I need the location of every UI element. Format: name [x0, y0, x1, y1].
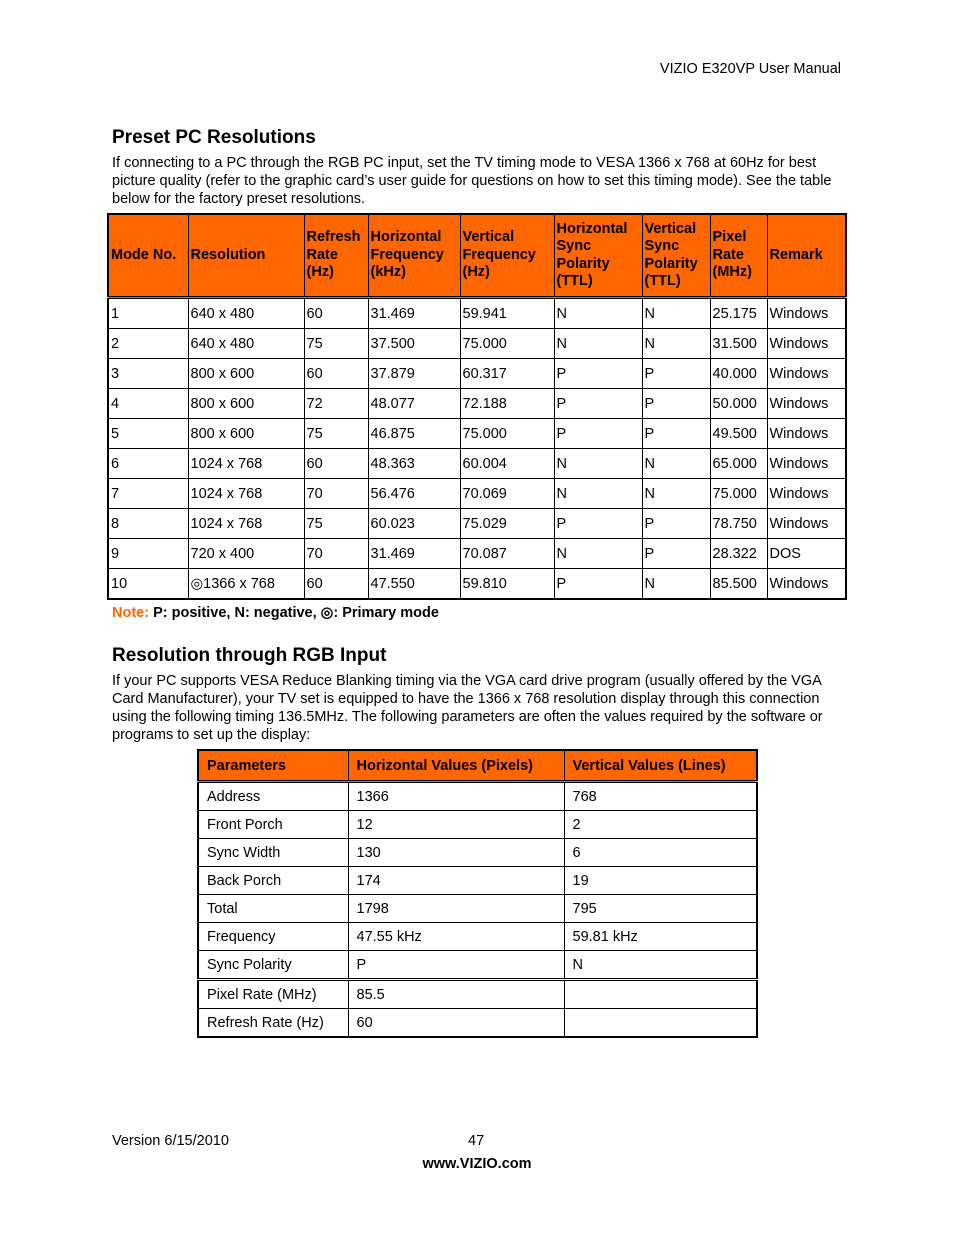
column-header: Horizontal Values (Pixels): [348, 750, 564, 782]
table-cell: 25.175: [710, 298, 767, 329]
table-row: [198, 1009, 757, 1038]
table-cell: 720 x 400: [188, 539, 304, 569]
table-cell: 800 x 600: [188, 419, 304, 449]
table-cell: P: [642, 419, 710, 449]
table-cell: 85.500: [710, 569, 767, 600]
table-cell: P: [642, 359, 710, 389]
table-row: [108, 329, 846, 359]
table-cell: 768: [564, 782, 757, 811]
table-cell: P: [554, 569, 642, 600]
table-cell: N: [554, 539, 642, 569]
column-header: Parameters: [198, 750, 348, 782]
table-cell: 85.5: [348, 980, 564, 1009]
preset-resolutions-table: [107, 213, 847, 600]
table-cell: 78.750: [710, 509, 767, 539]
footer-url: www.VIZIO.com: [422, 1156, 532, 1172]
table-cell: 2: [108, 329, 188, 359]
table-cell: 31.469: [368, 539, 460, 569]
table-cell: 60.023: [368, 509, 460, 539]
table-header-row: [198, 750, 757, 782]
table-cell: 48.077: [368, 389, 460, 419]
column-header: Mode No.: [108, 214, 188, 298]
table-cell: 1366: [348, 782, 564, 811]
table-cell: 174: [348, 867, 564, 895]
table-cell: [564, 980, 757, 1009]
table-cell: Frequency: [198, 923, 348, 951]
table-row: [108, 509, 846, 539]
table-row: [198, 980, 757, 1009]
table-cell: 75.000: [460, 329, 554, 359]
table-cell: 6: [108, 449, 188, 479]
table-cell: 1798: [348, 895, 564, 923]
table-cell: Address: [198, 782, 348, 811]
table-cell: 3: [108, 359, 188, 389]
table-row: [108, 419, 846, 449]
table-cell: [564, 1009, 757, 1038]
table-cell: 31.500: [710, 329, 767, 359]
table-cell: Sync Polarity: [198, 951, 348, 980]
table-cell: 6: [564, 839, 757, 867]
footer-page-number: 47: [468, 1133, 485, 1149]
table-cell: 75.000: [460, 419, 554, 449]
table-cell: N: [564, 951, 757, 980]
table-cell: 8: [108, 509, 188, 539]
note: [112, 605, 439, 621]
table-cell: 49.500: [710, 419, 767, 449]
table-cell: 75.000: [710, 479, 767, 509]
footer-version: Version 6/15/2010: [112, 1133, 229, 1149]
table-cell: P: [554, 389, 642, 419]
table-cell: N: [642, 449, 710, 479]
table-cell: 19: [564, 867, 757, 895]
table-cell: N: [554, 479, 642, 509]
table-cell: 72: [304, 389, 368, 419]
table-cell: 60: [348, 1009, 564, 1038]
section-title-rgb-input: Resolution through RGB Input: [112, 645, 387, 666]
table-cell: ◎1366 x 768: [188, 569, 304, 600]
table-cell: 12: [348, 811, 564, 839]
table-cell: 48.363: [368, 449, 460, 479]
table-row: [108, 389, 846, 419]
table-cell: N: [554, 329, 642, 359]
table-cell: P: [642, 389, 710, 419]
section-title-preset-pc-resolutions: Preset PC Resolutions: [112, 127, 316, 148]
table-cell: P: [642, 539, 710, 569]
table-cell: Windows: [767, 359, 846, 389]
table-cell: Sync Width: [198, 839, 348, 867]
table-cell: 800 x 600: [188, 359, 304, 389]
column-header: Refresh Rate (Hz): [304, 214, 368, 298]
table-row: [198, 782, 757, 811]
table-cell: Refresh Rate (Hz): [198, 1009, 348, 1038]
table-cell: Windows: [767, 389, 846, 419]
table-cell: 75.029: [460, 509, 554, 539]
table-cell: 59.81 kHz: [564, 923, 757, 951]
table-cell: 56.476: [368, 479, 460, 509]
table-cell: 4: [108, 389, 188, 419]
table-cell: 37.500: [368, 329, 460, 359]
column-header: Remark: [767, 214, 846, 298]
table-cell: 40.000: [710, 359, 767, 389]
column-header: Resolution: [188, 214, 304, 298]
table-cell: 640 x 480: [188, 298, 304, 329]
table-cell: 130: [348, 839, 564, 867]
column-header: Pixel Rate (MHz): [710, 214, 767, 298]
table-cell: 2: [564, 811, 757, 839]
table-cell: Pixel Rate (MHz): [198, 980, 348, 1009]
table-cell: N: [642, 298, 710, 329]
table-cell: 7: [108, 479, 188, 509]
table-body: [108, 298, 846, 600]
table-row: [108, 539, 846, 569]
table-row: [108, 479, 846, 509]
table-cell: 75: [304, 509, 368, 539]
table-cell: 640 x 480: [188, 329, 304, 359]
table-row: [198, 839, 757, 867]
table-cell: Windows: [767, 329, 846, 359]
table-cell: Windows: [767, 449, 846, 479]
table-cell: 60.317: [460, 359, 554, 389]
table-cell: 1024 x 768: [188, 509, 304, 539]
table-cell: N: [642, 569, 710, 600]
section-paragraph-preset: If connecting to a PC through the RGB PC input, set the TV timing mode to VESA 1366 x 768 at 60Hz for best picture quality (refer to the graphic card’s user guide for questions on how to set this timing mode). See the table below for the factory preset resolutions.: [112, 155, 832, 207]
table-cell: N: [554, 298, 642, 329]
table-cell: 60.004: [460, 449, 554, 479]
table-cell: 70: [304, 539, 368, 569]
table-row: [108, 359, 846, 389]
table-cell: 59.810: [460, 569, 554, 600]
table-cell: 60: [304, 298, 368, 329]
table-row: [198, 867, 757, 895]
table-cell: Windows: [767, 419, 846, 449]
table-cell: Windows: [767, 479, 846, 509]
table-cell: 1024 x 768: [188, 479, 304, 509]
table-row: [198, 951, 757, 980]
note-label: Note:: [112, 605, 150, 621]
table-header-row: [108, 214, 846, 298]
table-row: [108, 569, 846, 600]
table-cell: N: [642, 329, 710, 359]
table-cell: 75: [304, 419, 368, 449]
table-cell: P: [554, 359, 642, 389]
table-cell: 59.941: [460, 298, 554, 329]
table-cell: 1024 x 768: [188, 449, 304, 479]
table-row: [198, 923, 757, 951]
column-header: Vertical Values (Lines): [564, 750, 757, 782]
table-cell: 10: [108, 569, 188, 600]
table-cell: DOS: [767, 539, 846, 569]
table-cell: Back Porch: [198, 867, 348, 895]
table-row: [108, 298, 846, 329]
table-cell: 9: [108, 539, 188, 569]
table-cell: Total: [198, 895, 348, 923]
table-cell: P: [642, 509, 710, 539]
table-cell: P: [554, 419, 642, 449]
table-body: [198, 782, 757, 1038]
table-cell: 5: [108, 419, 188, 449]
table-cell: 28.322: [710, 539, 767, 569]
table-cell: 46.875: [368, 419, 460, 449]
table-cell: 65.000: [710, 449, 767, 479]
table-cell: 47.550: [368, 569, 460, 600]
table-cell: 70.069: [460, 479, 554, 509]
table-cell: N: [554, 449, 642, 479]
column-header: Horizontal Frequency (kHz): [368, 214, 460, 298]
table-cell: P: [348, 951, 564, 980]
table-cell: 37.879: [368, 359, 460, 389]
table-cell: 70: [304, 479, 368, 509]
table-cell: 47.55 kHz: [348, 923, 564, 951]
table-cell: P: [554, 509, 642, 539]
table-row: [108, 449, 846, 479]
table-cell: 75: [304, 329, 368, 359]
table-row: [198, 895, 757, 923]
column-header: Vertical Frequency (Hz): [460, 214, 554, 298]
column-header: Vertical Sync Polarity (TTL): [642, 214, 710, 298]
table-cell: N: [642, 479, 710, 509]
table-cell: 70.087: [460, 539, 554, 569]
table-cell: Windows: [767, 298, 846, 329]
rgb-timing-table: [197, 749, 758, 1038]
table-cell: 50.000: [710, 389, 767, 419]
section-paragraph-rgb: If your PC supports VESA Reduce Blanking timing via the VGA card drive program (usually offered by the VGA Card Manufacturer), your TV set is equipped to have the 1366 x 768 resolution display through this connection using the following timing 136.5MHz. The following parameters are often the values required by the software or programs to set up the display:: [112, 673, 823, 743]
table-cell: 800 x 600: [188, 389, 304, 419]
table-cell: 60: [304, 569, 368, 600]
table-cell: 60: [304, 449, 368, 479]
table-cell: 31.469: [368, 298, 460, 329]
table-cell: 1: [108, 298, 188, 329]
table-cell: Front Porch: [198, 811, 348, 839]
table-cell: 72.188: [460, 389, 554, 419]
table-row: [198, 811, 757, 839]
note-text: P: positive, N: negative, ◎: Primary mode: [149, 605, 439, 621]
table-cell: Windows: [767, 569, 846, 600]
table-cell: 795: [564, 895, 757, 923]
column-header: Horizontal Sync Polarity (TTL): [554, 214, 642, 298]
table-cell: Windows: [767, 509, 846, 539]
manual-title: VIZIO E320VP User Manual: [659, 61, 841, 77]
table-cell: 60: [304, 359, 368, 389]
